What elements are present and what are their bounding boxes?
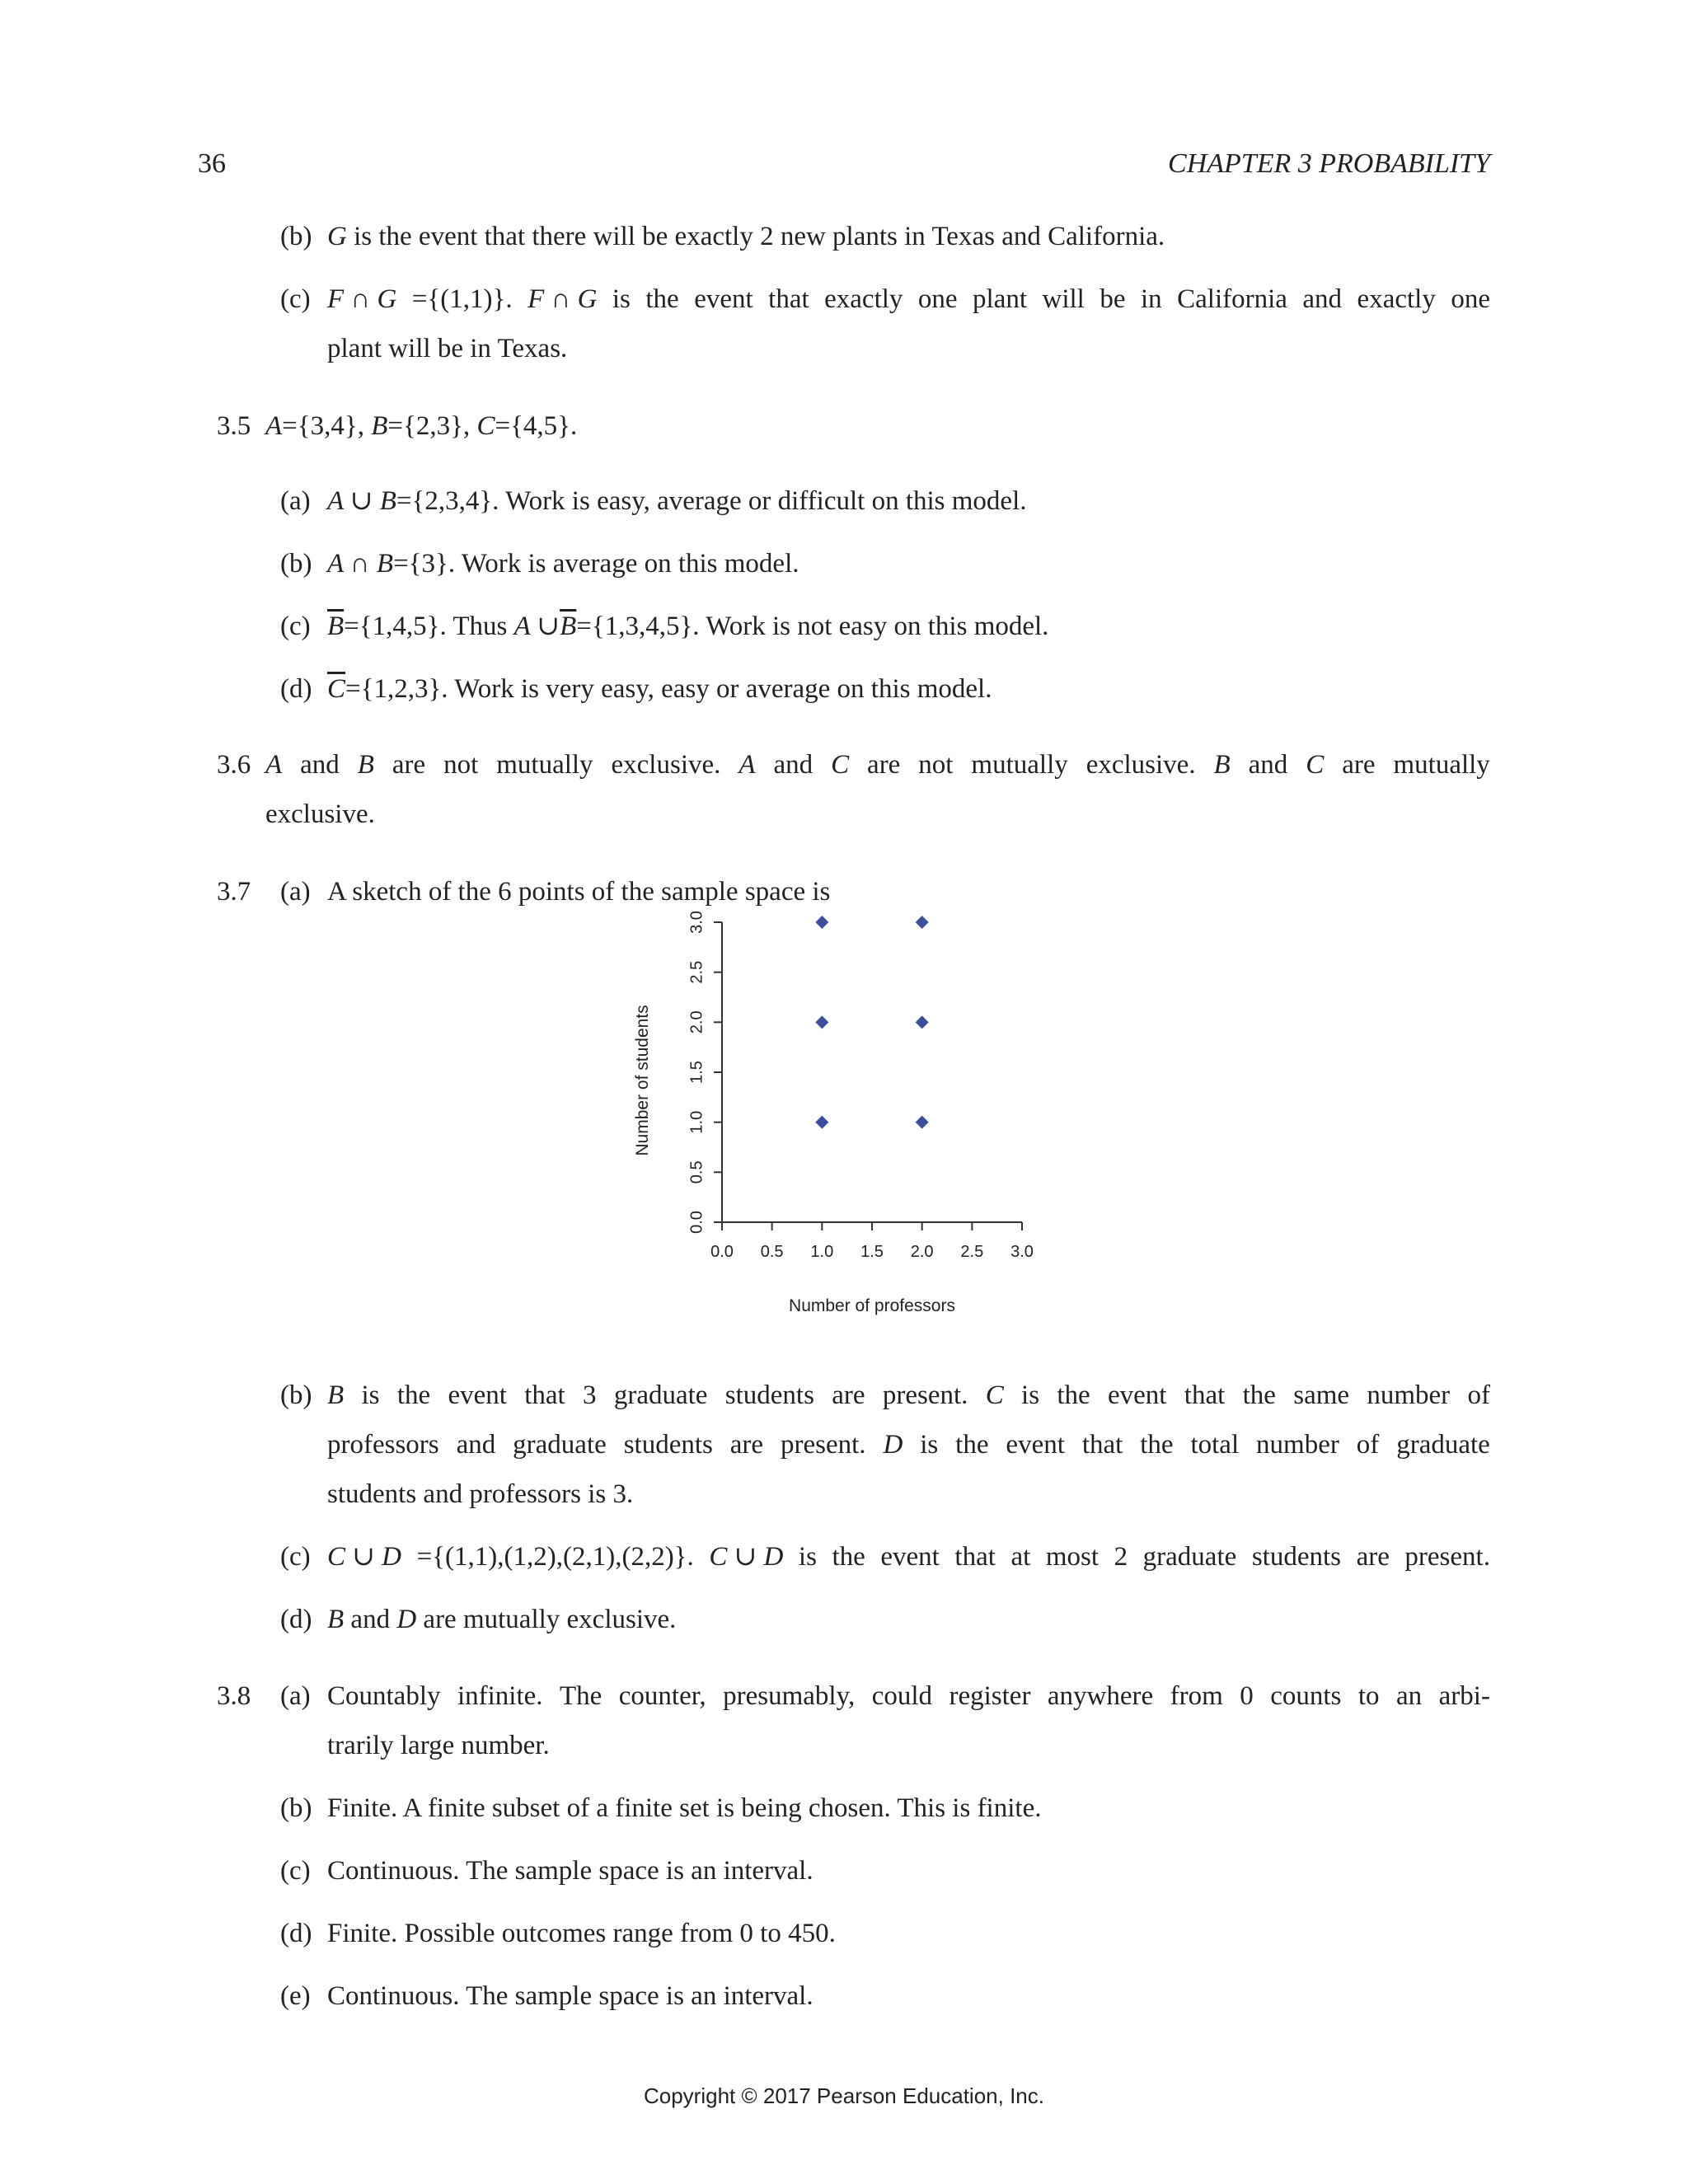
var-b: B [327, 1605, 345, 1634]
word: plant [973, 284, 1028, 314]
word: are [1342, 750, 1376, 780]
word: the [832, 1542, 865, 1572]
item-3-5-c [327, 610, 1048, 643]
word: graduate [1396, 1430, 1490, 1460]
word: C [831, 750, 850, 780]
word: presumably, [723, 1681, 856, 1711]
word: to [1357, 1681, 1380, 1711]
word: are [729, 1430, 764, 1460]
data-point [916, 1116, 929, 1129]
item-3-5-a-text: ={2,3,4}. Work is easy, average or difficult on this model. [396, 486, 1027, 516]
item-3-8-c-text: Continuous. The sample space is an interval. [327, 1856, 814, 1886]
item-3-5-c-label: (c) [280, 612, 311, 641]
word: the [396, 1380, 431, 1410]
item-3-7-a-text: A sketch of the 6 points of the sample space is [327, 877, 831, 907]
var-b-complement: $\overline{B}$ [327, 612, 345, 641]
word: could [871, 1681, 933, 1711]
set-a: ={3,4}, [282, 411, 364, 441]
item-3-8-d-label: (d) [280, 1919, 312, 1948]
problem-3-6-line1 [265, 748, 1490, 781]
x-tick-label: 3.0 [1010, 1243, 1034, 1261]
item-3-8-a-label: (a) [280, 1681, 311, 1711]
word: F ∩ G [528, 284, 598, 314]
item-3-7-c-line [327, 1540, 1490, 1573]
item-3-4-b [327, 220, 1165, 253]
item-3-8-d-text: Finite. Possible outcomes range from 0 to 450. [327, 1919, 836, 1948]
word: from [1170, 1681, 1223, 1711]
word: 2 [1114, 1542, 1128, 1572]
word: the [1242, 1380, 1276, 1410]
word: are [392, 750, 426, 780]
item-3-7-b-label: (b) [280, 1380, 312, 1410]
word: mutually [496, 750, 593, 780]
word: 3 [583, 1380, 597, 1410]
word: are [832, 1380, 865, 1410]
item-3-8-a-line2: trarily large number. [327, 1731, 550, 1760]
item-3-7-d [327, 1603, 676, 1636]
item-3-5-d [327, 673, 992, 705]
word: ={(1,1),(1,2),(2,1),(2,2)}. [416, 1542, 694, 1572]
y-tick-label: 2.0 [687, 1010, 706, 1034]
word: number [1367, 1380, 1451, 1410]
problem-3-7-number: 3.7 [217, 877, 251, 907]
word: be [1100, 284, 1126, 314]
word: one [917, 284, 958, 314]
var-b-complement-2: $\overline{B}$ [560, 612, 577, 641]
word: register [949, 1681, 1031, 1711]
word: the [1057, 1380, 1090, 1410]
word: not [918, 750, 954, 780]
word: most [1045, 1542, 1100, 1572]
item-3-4-c-line2: plant will be in Texas. [327, 334, 568, 363]
word: present. [882, 1380, 968, 1410]
copyright-footer: Copyright © 2017 Pearson Education, Inc. [643, 2083, 1044, 2108]
word: anywhere [1047, 1681, 1154, 1711]
word: the [1140, 1430, 1174, 1460]
word: F ∩ G [327, 284, 397, 314]
data-point [916, 916, 929, 929]
word: students [623, 1430, 713, 1460]
word: graduate [1142, 1542, 1237, 1572]
expr-a-union-b: A ∪ B [327, 486, 396, 516]
y-tick-label: 1.5 [687, 1061, 706, 1084]
word: that [524, 1380, 565, 1410]
item-3-5-b-text: ={3}. Work is average on this model. [393, 549, 799, 579]
word: one [1451, 284, 1490, 314]
word: not [443, 750, 479, 780]
word: of [1356, 1430, 1380, 1460]
word: are [867, 750, 901, 780]
var-d: D [396, 1605, 417, 1634]
set-b: ={2,3}, [387, 411, 471, 441]
item-3-7-b-line2 [327, 1428, 1490, 1461]
word: is [920, 1430, 939, 1460]
word: is [798, 1542, 817, 1572]
word: C [1306, 750, 1325, 780]
data-point [916, 1015, 929, 1029]
word: infinite. [457, 1681, 543, 1711]
x-tick-label: 2.0 [910, 1243, 934, 1261]
word: that [1081, 1430, 1123, 1460]
word: at [1010, 1542, 1031, 1572]
word: and [300, 750, 340, 780]
data-point [815, 1116, 828, 1129]
expr-a-union: A ∪ [513, 612, 560, 641]
word: C [985, 1380, 1004, 1410]
word: will [1042, 284, 1085, 314]
word: ={(1,1)}. [411, 284, 513, 314]
data-point [815, 1015, 828, 1029]
item-3-7-d-text: are mutually exclusive. [423, 1605, 677, 1634]
word: are [1356, 1542, 1390, 1572]
y-tick-label: 3.0 [687, 911, 706, 934]
word: counts [1270, 1681, 1342, 1711]
sample-space-scatter-plot [618, 911, 1080, 1347]
word: exactly [824, 284, 903, 314]
problem-3-5-number: 3.5 [217, 411, 251, 441]
word: event [880, 1542, 940, 1572]
item-3-4-c-line1 [327, 283, 1490, 316]
word: in [1140, 284, 1162, 314]
x-tick-label: 1.0 [810, 1243, 834, 1261]
word: event [448, 1380, 507, 1410]
var-c: C [476, 411, 495, 441]
word: exactly [1357, 284, 1436, 314]
word: The [560, 1681, 603, 1711]
word: that [768, 284, 809, 314]
word: the [645, 284, 679, 314]
item-3-4-b-label: (b) [280, 222, 312, 251]
y-tick-label: 0.0 [687, 1211, 706, 1234]
word: and [456, 1430, 496, 1460]
word: mutually [1393, 750, 1490, 780]
item-3-5-b-label: (b) [280, 549, 312, 579]
word: present. [781, 1430, 866, 1460]
word: Countably [327, 1681, 441, 1711]
item-3-4-c-label: (c) [280, 284, 311, 314]
word: students [724, 1380, 814, 1410]
item-3-4-b-text: is the event that there will be exactly 2 new plants in Texas and California. [354, 222, 1165, 251]
word: exclusive. [611, 750, 721, 780]
y-tick-label: 1.0 [687, 1110, 706, 1134]
word: graduate [513, 1430, 607, 1460]
item-3-8-a-line1 [327, 1680, 1490, 1713]
item-3-7-b-line3: students and professors is 3. [327, 1479, 634, 1509]
chapter-title: CHAPTER 3 PROBABILITY [1168, 148, 1490, 179]
page-number: 36 [198, 148, 226, 179]
word: total [1190, 1430, 1240, 1460]
word: is [1021, 1380, 1040, 1410]
word: B [1213, 750, 1231, 780]
word: an [1396, 1681, 1423, 1711]
word: exclusive. [1085, 750, 1196, 780]
y-tick-label: 0.5 [687, 1160, 706, 1184]
item-3-5-d-text: ={1,2,3}. Work is very easy, easy or average on this model. [345, 674, 992, 704]
item-3-7-c-label: (c) [280, 1542, 311, 1572]
x-tick-label: 2.5 [960, 1243, 984, 1261]
problem-3-5-intro [265, 410, 577, 443]
word: counter, [618, 1681, 706, 1711]
word: that [1184, 1380, 1226, 1410]
word: A [738, 750, 756, 780]
word: mutually [971, 750, 1068, 780]
var-b: B [371, 411, 388, 441]
problem-3-6-line2: exclusive. [265, 799, 375, 829]
item-3-7-b-line1 [327, 1379, 1490, 1412]
item-3-8-c-label: (c) [280, 1856, 311, 1886]
item-3-5-d-label: (d) [280, 674, 312, 704]
word: D [883, 1430, 903, 1460]
word: the [955, 1430, 989, 1460]
word: is [612, 284, 631, 314]
item-3-8-b-text: Finite. A finite subset of a finite set is being chosen. This is finite. [327, 1793, 1042, 1823]
word: number [1256, 1430, 1339, 1460]
item-3-5-b [327, 547, 799, 580]
item-3-5-a [327, 485, 1027, 518]
word: same [1293, 1380, 1350, 1410]
set-c: ={4,5}. [495, 411, 578, 441]
word: and [1302, 284, 1343, 314]
word: and [773, 750, 814, 780]
word: 0 [1240, 1681, 1254, 1711]
problem-3-6-number: 3.6 [217, 750, 251, 780]
var-a: A [265, 411, 283, 441]
y-tick-label: 2.5 [687, 960, 706, 984]
item-3-7-d-label: (d) [280, 1605, 312, 1634]
word: event [1108, 1380, 1167, 1410]
word: arbi- [1438, 1681, 1490, 1711]
data-point [815, 916, 828, 929]
word: California [1177, 284, 1287, 314]
item-3-7-a-label: (a) [280, 877, 311, 907]
expr-a-intersect-b: A ∩ B [327, 549, 394, 579]
item-3-8-b-label: (b) [280, 1793, 312, 1823]
word: event [694, 284, 753, 314]
item-3-8-e-text: Continuous. The sample space is an interval. [327, 1981, 814, 2011]
item-3-5-a-label: (a) [280, 486, 311, 516]
problem-3-8-number: 3.8 [217, 1681, 251, 1711]
word: professors [327, 1430, 439, 1460]
item-3-5-c-text1: ={1,4,5}. Thus [344, 612, 508, 641]
var-c-complement: $\overline{C}$ [327, 674, 346, 704]
word: students [1251, 1542, 1341, 1572]
word-and: and [350, 1605, 391, 1634]
item-3-5-c-text2: ={1,3,4,5}. Work is not easy on this model. [576, 612, 1049, 641]
x-tick-label: 0.5 [760, 1243, 784, 1261]
y-axis-label: Number of students [633, 1005, 652, 1156]
word: and [1248, 750, 1288, 780]
word: that [954, 1542, 996, 1572]
word: B [357, 750, 374, 780]
x-tick-label: 0.0 [710, 1243, 734, 1261]
word: C ∪ D [709, 1542, 784, 1572]
var-g: G [327, 222, 347, 251]
word: is [361, 1380, 380, 1410]
word: B [327, 1380, 345, 1410]
word: A [265, 750, 283, 780]
x-tick-label: 1.5 [860, 1243, 884, 1261]
word: of [1467, 1380, 1490, 1410]
word: present. [1404, 1542, 1490, 1572]
x-axis-label: Number of professors [789, 1296, 955, 1315]
word: graduate [613, 1380, 708, 1410]
word: C ∪ D [327, 1542, 401, 1572]
item-3-8-e-label: (e) [280, 1981, 311, 2011]
word: event [1006, 1430, 1065, 1460]
